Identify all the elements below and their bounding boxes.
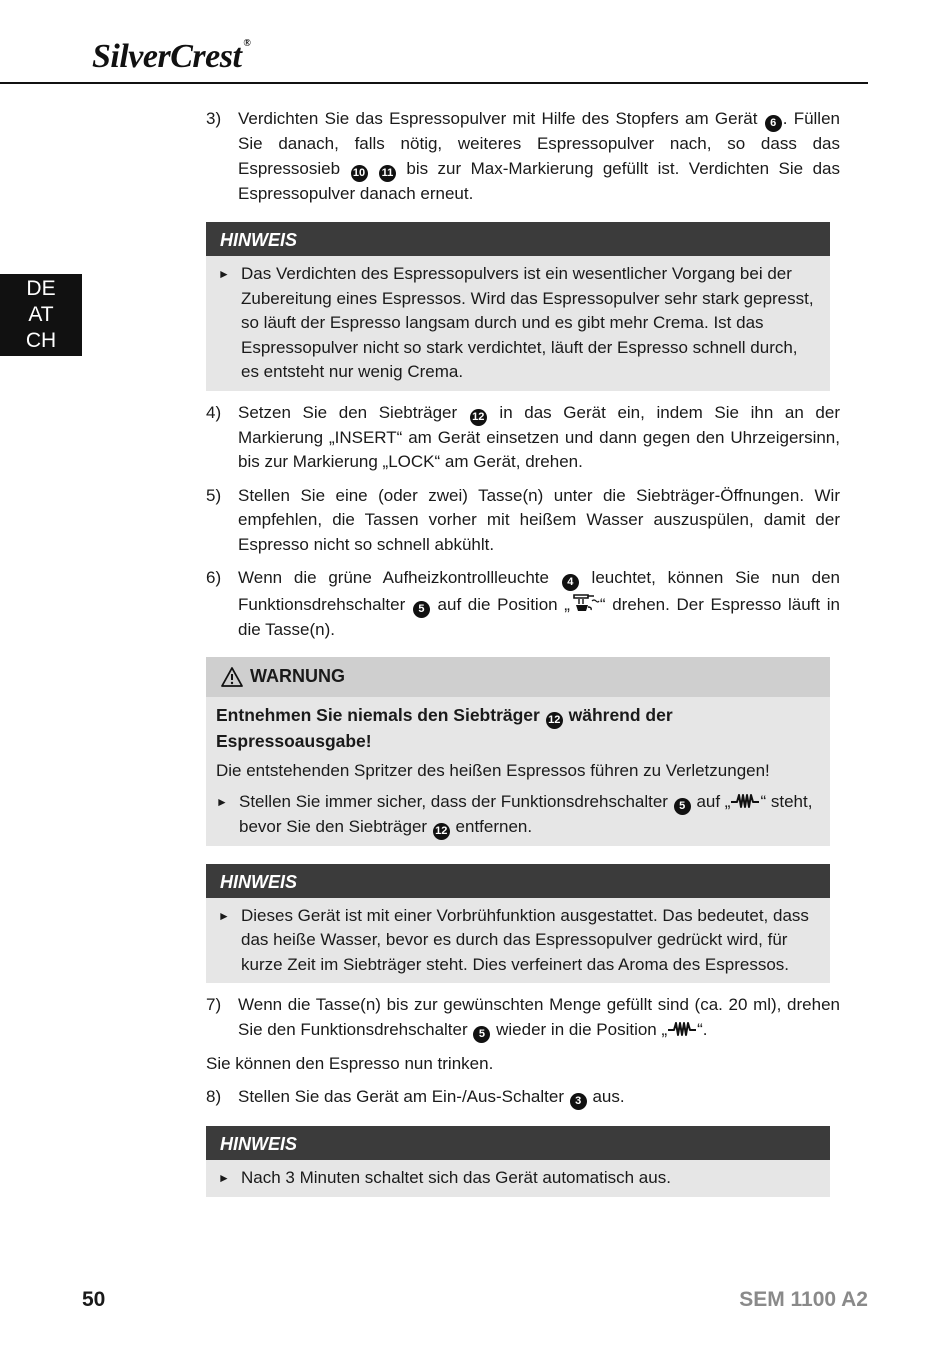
bullet-item (216, 790, 820, 840)
bullet-text: Nach 3 Minuten schaltet sich das Gerät automatisch aus. (241, 1168, 671, 1187)
triangle-right-icon: ► (216, 794, 228, 809)
callout-number: 3 (570, 1093, 587, 1110)
brand-logo (92, 38, 250, 76)
lang-at: AT (28, 303, 54, 326)
callout-number: 12 (546, 712, 563, 729)
step-text (238, 993, 840, 1043)
callout-number: 4 (562, 574, 579, 591)
step-text (238, 107, 840, 206)
text-run: “. (697, 1019, 708, 1039)
text-run: wieder in die Position „ (496, 1019, 668, 1039)
text-run: während der Espressoausgabe! (216, 704, 673, 751)
note-heading: HINWEIS (206, 864, 830, 898)
step-3 (206, 107, 840, 206)
note-box (206, 222, 830, 391)
warning-description: Die entstehenden Spritzer des heißen Espressos führen zu Verletzungen! (216, 761, 770, 780)
header-rule (0, 82, 868, 84)
bullet-item (218, 904, 820, 978)
bullet-item (218, 1166, 820, 1191)
warning-heading (206, 657, 830, 697)
text-run: entfernen. (455, 816, 533, 836)
step-6 (206, 566, 840, 643)
step-text: Stellen Sie eine (oder zwei) Tasse(n) unter die Siebträger-Öffnungen. Wir empfehlen, die Tassen vorher mit heißem Wasser auszuspülen, damit der Espresso nicht so schnell abkühlt. (238, 485, 840, 554)
text-run: Wenn die Tasse(n) bis zur gewünschten Menge gefüllt sind (ca. 20 ml), drehen Sie den Funktionsdrehschalter (238, 995, 840, 1039)
callout-number: 11 (379, 165, 396, 182)
step-text (238, 401, 840, 475)
warning-box (206, 657, 830, 846)
note-box (206, 1126, 830, 1197)
page-number: 50 (82, 1288, 106, 1311)
callout-number: 12 (470, 409, 487, 426)
text-run: aus. (592, 1087, 625, 1106)
text-run: leuchtet, können Sie nun den Funktionsdrehschalter (238, 568, 840, 614)
note-body (206, 256, 830, 391)
callout-number: 10 (351, 165, 368, 182)
text-run: “ drehen. Der Espresso läuft in die Tasse(n). (238, 595, 840, 639)
callout-number: 5 (473, 1026, 490, 1043)
text-run: Stellen Sie immer sicher, dass der Funktionsdrehschalter (239, 791, 668, 811)
callout-number: 5 (413, 601, 430, 618)
text-run: “ steht, bevor Sie den Siebträger (239, 791, 813, 836)
callout-number: 12 (433, 823, 450, 840)
text-run: auf die Position „ (437, 595, 570, 614)
lang-ch: CH (25, 329, 57, 352)
text-run: bis zur Max-Markierung gefüllt ist. Verdichten Sie das Espressopulver danach erneut. (238, 158, 840, 203)
text-run: in das Gerät ein, indem Sie ihn an der Markierung „INSERT“ am Gerät einsetzen und dann gegen den Uhrzeigersinn, bis zur Markierung „LOCK“ am Gerät, drehen. (238, 402, 840, 471)
step-text (238, 1085, 840, 1110)
warning-title: WARNUNG (250, 666, 345, 687)
bullet-text (239, 790, 820, 840)
text-run: Entnehmen Sie niemals den Siebträger (216, 704, 540, 725)
step-text (238, 566, 840, 643)
triangle-right-icon: ► (218, 1171, 230, 1185)
step-number: 3) (206, 109, 222, 128)
registered-mark: ® (243, 38, 251, 49)
drink-sentence: Sie können den Espresso nun trinken. (206, 1053, 494, 1073)
bullet-text: Dieses Gerät ist mit einer Vorbrühfunktion ausgestattet. Das bedeutet, dass das heiße Wasser, bevor es durch das Espressopulver gedrückt wird, für kurze Zeit im Siebträger steht. Dies verfeinert das Aroma des Espressos. (241, 905, 809, 974)
step-number: 5) (206, 485, 222, 505)
lang-de: DE (26, 277, 56, 300)
step-number: 7) (206, 995, 222, 1014)
model-number: SEM 1100 A2 (739, 1288, 868, 1311)
triangle-right-icon: ► (218, 267, 230, 281)
note-body (206, 1160, 830, 1197)
text-run: Verdichten Sie das Espressopulver mit Hilfe des Stopfers am Gerät (238, 109, 758, 128)
step-7 (206, 993, 840, 1043)
heater-symbol-icon (730, 792, 760, 810)
step-8 (206, 1085, 840, 1110)
espresso-cup-symbol-icon (570, 591, 600, 613)
language-tab (0, 274, 82, 356)
step-number: 6) (206, 568, 222, 587)
callout-number: 5 (674, 798, 691, 815)
step-5 (206, 484, 840, 558)
note-body (206, 898, 830, 984)
step-number: 4) (206, 402, 222, 422)
callout-number: 6 (765, 115, 782, 132)
note-box (206, 864, 830, 984)
step-number: 8) (206, 1087, 222, 1106)
note-heading: HINWEIS (206, 222, 830, 256)
warning-statement (216, 703, 820, 754)
warning-triangle-icon (220, 666, 244, 688)
text-run: Wenn die grüne Aufheizkontrollleuchte (238, 568, 549, 587)
text-run: Stellen Sie das Gerät am Ein-/Aus-Schalter (238, 1087, 564, 1106)
warning-body (206, 697, 830, 846)
text-run: Setzen Sie den Siebträger (238, 402, 458, 422)
text-run: auf „ (696, 791, 731, 811)
heater-symbol-icon (667, 1020, 697, 1038)
bullet-text: Das Verdichten des Espressopulvers ist ein wesentlicher Vorgang bei der Zubereitung eines Espressos. Wird das Espressopulver sehr stark gepresst, so läuft der Espresso langsam durch und es gibt mehr Crema. Ist das Espressopulver nicht so stark verdichtet, läuft der Espresso schnell durch, es entsteht nur wenig Crema. (241, 264, 814, 381)
page-content (206, 107, 840, 1207)
brand-name: SilverCrest (92, 38, 242, 75)
bullet-item (218, 262, 820, 385)
triangle-right-icon: ► (218, 908, 230, 923)
note-heading: HINWEIS (206, 1126, 830, 1160)
step-4 (206, 401, 840, 475)
text-run: . Füllen Sie danach, falls nötig, weiteres Espressopulver nach, so dass das Espressosieb (238, 109, 840, 178)
